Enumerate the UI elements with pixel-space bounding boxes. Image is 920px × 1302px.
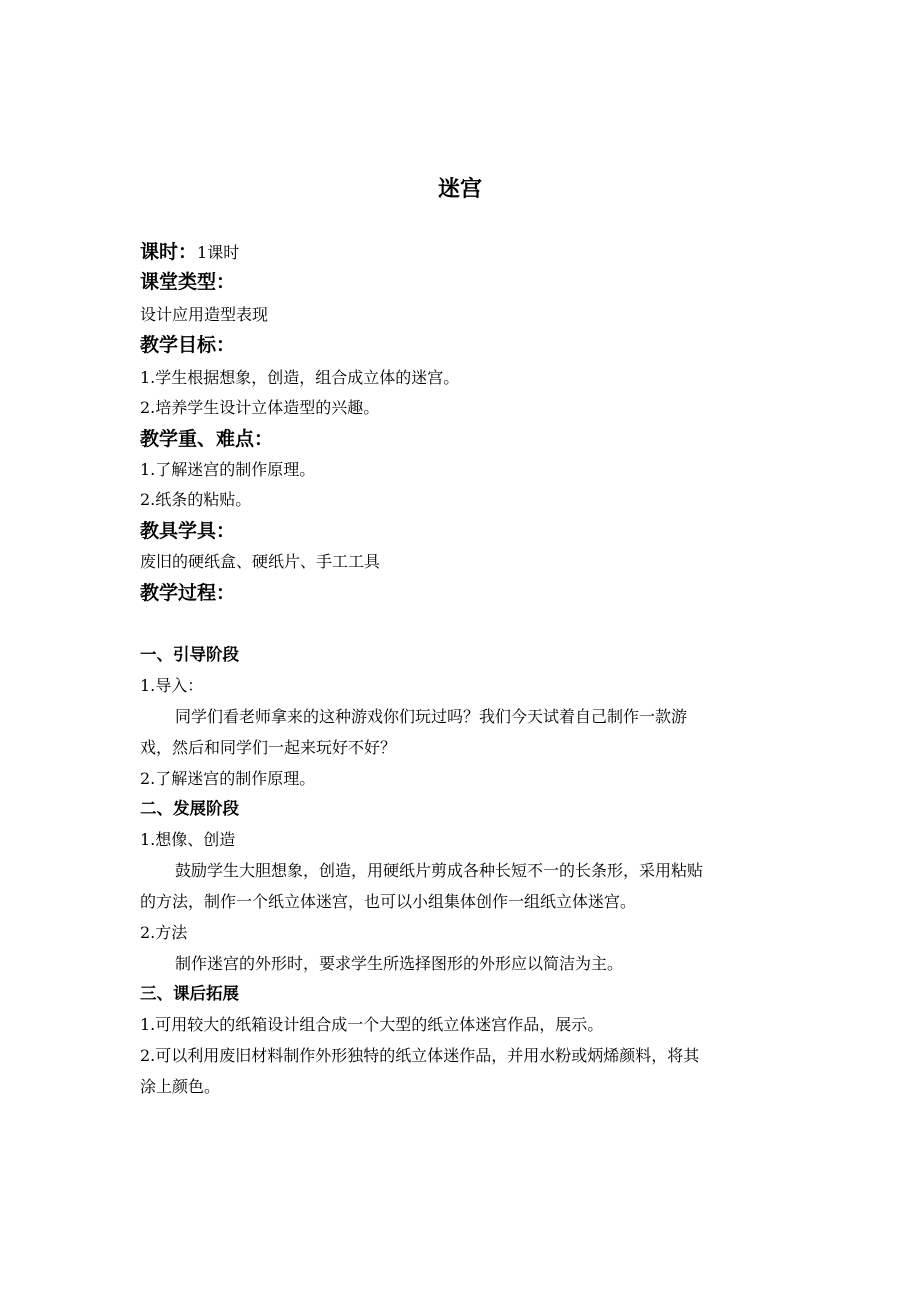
- page-title: 迷宫: [437, 177, 482, 202]
- section-paragraph: 同学们看老师拿来的这种游戏你们玩过吗？我们今天试着自己制作一款游: [175, 707, 688, 726]
- section-heading: 三、课后拓展: [140, 984, 239, 1003]
- section-item: 2.了解迷宫的制作原理。: [140, 769, 316, 788]
- key-points-label: 教学重、难点：: [140, 428, 274, 450]
- section-item: 2.可以利用废旧材料制作外形独特的纸立体迷作品，并用水粉或炳烯颜料，将其: [140, 1046, 700, 1065]
- section-heading: 二、发展阶段: [140, 799, 239, 818]
- key-point-item: 1.了解迷宫的制作原理。: [140, 460, 316, 479]
- key-point-item: 2.纸条的粘贴。: [140, 490, 252, 509]
- lesson-type-label: 课堂类型：: [140, 271, 236, 293]
- class-hours-label: 课时：: [140, 241, 198, 263]
- section-heading: 一、引导阶段: [140, 645, 239, 664]
- objective-item: 1.学生根据想象，创造，组合成立体的迷宫。: [140, 368, 460, 387]
- section-item: 1.导入：: [140, 676, 204, 695]
- section-paragraph-continued: 的方法，制作一个纸立体迷宫，也可以小组集体创作一组纸立体迷宫。: [140, 892, 637, 911]
- materials-label: 教具学具：: [140, 520, 236, 542]
- section-paragraph: 制作迷宫的外形时，要求学生所选择图形的外形应以简洁为主。: [175, 954, 624, 973]
- section-item: 1.可用较大的纸箱设计组合成一个大型的纸立体迷宫作品，展示。: [140, 1015, 604, 1034]
- section-paragraph: 鼓励学生大胆想象，创造，用硬纸片剪成各种长短不一的长条形，采用粘贴: [175, 861, 704, 880]
- objective-item: 2.培养学生设计立体造型的兴趣。: [140, 398, 380, 417]
- materials-value: 废旧的硬纸盒、硬纸片、手工工具: [140, 552, 381, 571]
- section-item: 1.想像、创造: [140, 830, 236, 849]
- lesson-type-value: 设计应用造型表现: [140, 305, 269, 324]
- class-hours: [140, 238, 239, 267]
- section-paragraph-continued: 戏，然后和同学们一起来玩好不好？: [140, 738, 397, 757]
- section-item-continued: 涂上颜色。: [140, 1077, 221, 1096]
- section-item: 2.方法: [140, 923, 188, 942]
- objectives-label: 教学目标：: [140, 334, 236, 356]
- class-hours-value: 1课时: [197, 243, 240, 262]
- process-label: 教学过程：: [140, 582, 236, 604]
